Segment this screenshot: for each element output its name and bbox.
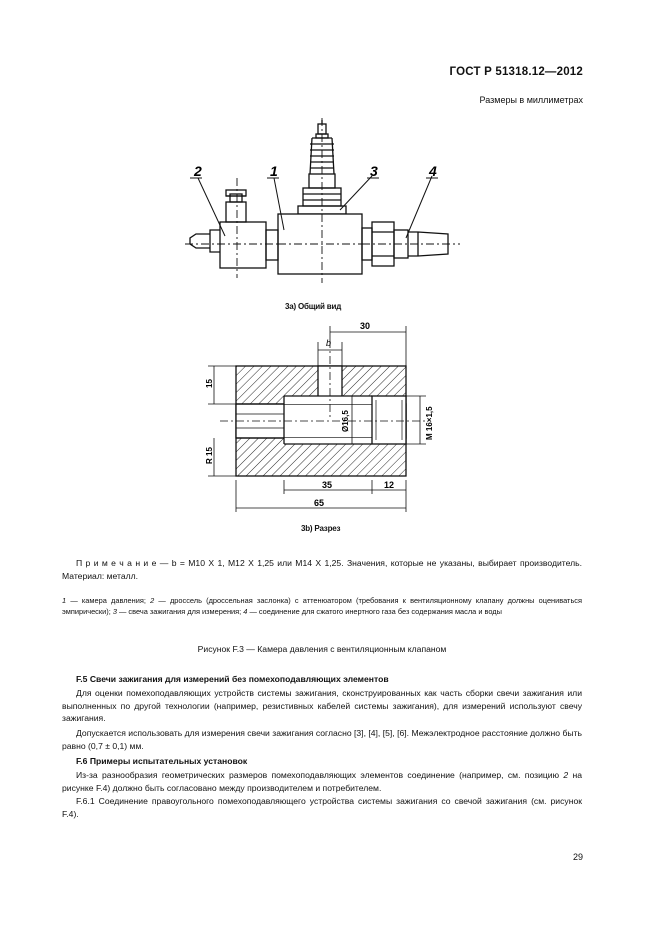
section-f6-p1 [62,769,582,794]
general-view-drawing [185,118,460,283]
page-number: 29 [572,852,583,862]
note-paragraph [62,557,582,582]
dim-d165: Ø16,5 [341,410,350,432]
caption-section-view: 3b) Разрез [301,524,341,533]
section-f5-p1: Для оценки помехоподавляющих устройств системы зажигания, сконструированных как часть сборки свечи зажигания или выполненных по другой технологии (например, резистивных кабелей системы зажигания), для измерений используют свечу зажигания. [62,688,582,724]
figure-section-view [200,318,445,518]
section-f5-p2: Допускается использовать для измерения свечи зажигания согласно [3], [4], [5], [6]. Межэлектродное расстояние должно быть равно (0,7 ± 0,1) мм. [62,728,582,751]
legend-text-4: — соединение для сжатого инертного газа без содержания масла и воды [247,607,502,616]
section-f6-p1-b: на рисунке F.4) должно быть согласовано между производителем и потребителем. [62,770,582,793]
note-label: П р и м е ч а н и е [76,558,157,568]
units-note: Размеры в миллиметрах [479,95,583,105]
section-f6-p1-num: 2 [563,770,569,780]
standard-header: ГОСТ Р 51318.12—2012 [449,66,583,78]
legend-paragraph [62,595,582,617]
dim-b: b [326,338,332,348]
label-1: 1 [270,163,278,179]
legend-text-3: — свеча зажигания для измерения; [116,607,244,616]
section-f5-title: F.5 Свечи зажигания для измерений без помехоподавляющих элементов [76,674,389,684]
dim-12: 12 [384,480,395,490]
legend-num-1: 1 [62,596,67,605]
section-f6-p1-a: Из-за разнообразия геометрических размеров помехоподавляющих элементов соединение (например, см. позицию [76,770,564,780]
section-f6-title: F.6 Примеры испытательных установок [76,756,248,766]
dim-30: 30 [360,321,371,331]
figure-caption: Рисунок F.3 — Камера давления с вентиляционным клапаном [197,644,447,654]
section-f6-p2: F.6.1 Соединение правоугольного помехоподавляющего устройства системы зажигания со свечой зажигания (см. рисунок F.4). [62,796,582,819]
legend-text-1: — камера давления; [66,596,151,605]
dim-65: 65 [314,498,325,508]
legend-num-4: 4 [243,607,248,616]
figure-general-view [170,118,470,303]
legend-num-3: 3 [112,607,117,616]
label-2: 2 [194,163,202,179]
section-drawing [220,340,425,476]
dim-m16: M 16×1,5 [425,406,434,440]
legend-num-2: 2 [150,596,155,605]
label-4: 4 [429,163,437,179]
legend-text-2: — дроссель (дроссельная заслонка) с аттенюатором (требования к вентиляционному клапану должны оцениваться эмпирически); [62,596,582,616]
label-3: 3 [370,163,378,179]
dim-15: 15 [205,379,214,388]
dim-r15: R 15 [205,447,214,464]
dim-35: 35 [322,480,333,490]
caption-general-view: 3а) Общий вид [285,302,342,311]
note-text: — b = M10 X 1, M12 X 1,25 или M14 X 1,25. Значения, которые не указаны, выбирает производитель. Материал: металл. [62,558,582,581]
